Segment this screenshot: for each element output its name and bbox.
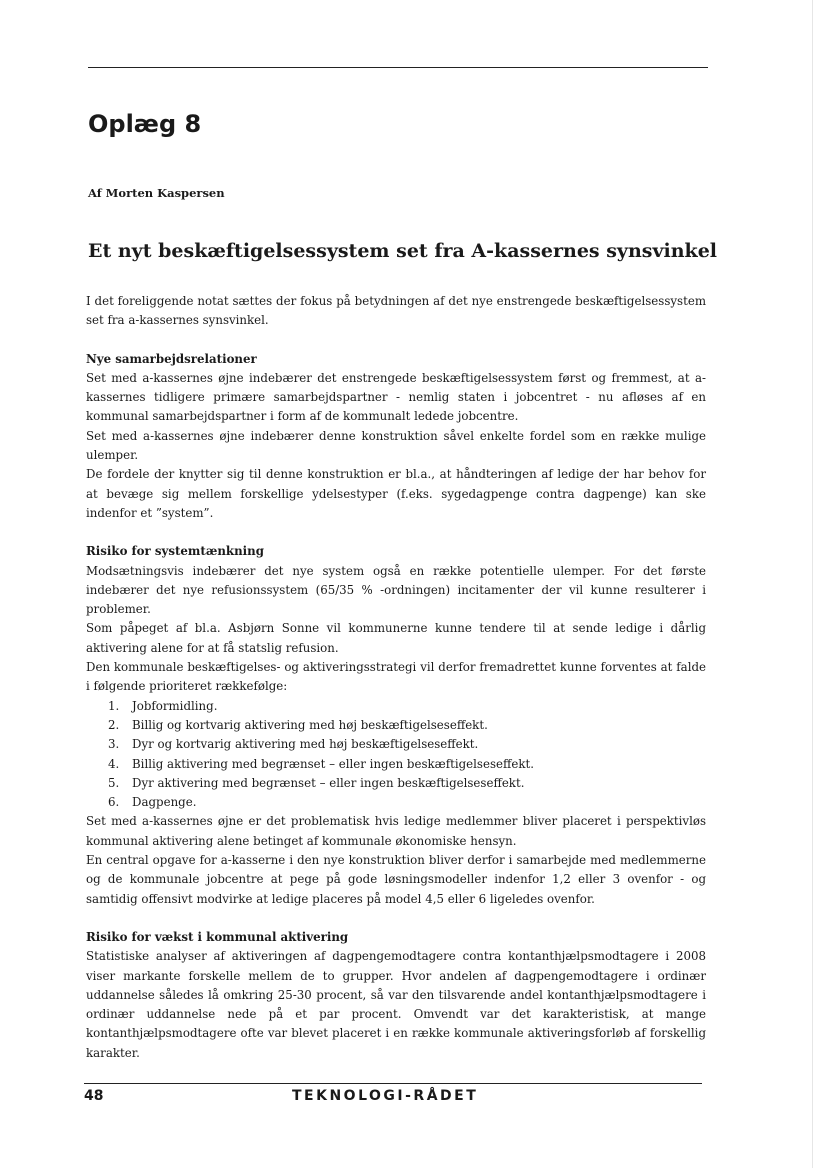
list-item: 6. Dagpenge. [108,795,197,810]
paragraph: Statistiske analyser af aktiveringen af dagpengemodtagere contra kontanthjælpsmodtagere i 2008 viser markante forskelle mellem de to grupper. Hvor andelen af dagpengemodtagere i ordinær uddannelse således lå omkring 25-30 procent, så var den tilsvarende andel kontanthjælpsmodtagere i ordinær uddannelse nede på et par procent. Omvendt var det karakteristisk, at mange kontanthjælpsmodtagere ofte var blevet placeret i en række kommunale aktiveringsforløb af forskellig karakter. [86,949,706,1060]
paragraph: Den kommunale beskæftigelses- og aktiveringsstrategi vil derfor fremadrettet kunne forventes at falde i følgende prioriteret rækkefølge: [86,660,706,694]
subheading-kommunal-aktivering: Risiko for vækst i kommunal aktivering [86,929,349,944]
paragraph: Set med a-kassernes øjne indebærer denne konstruktion såvel enkelte fordel som en række mulige ulemper. [86,428,706,463]
article-title: Et nyt beskæftigelsessystem set fra A-kassernes synsvinkel [88,240,718,262]
section-heading: Oplæg 8 [88,110,202,138]
list-item: 4. Billig aktivering med begrænset – eller ingen beskæftigelseseffekt. [108,756,534,771]
paragraph: De fordele der knytter sig til denne konstruktion er bl.a., at håndteringen af ledige der har behov for at bevæge sig mellem forskellige ydelsestyper (f.eks. sygedagpenge contra dagpenge) kan ske indenfor et ”system”. [86,467,706,520]
article-body [86,292,706,1063]
list-item: 3. Dyr og kortvarig aktivering med høj beskæftigelseseffekt. [108,737,479,752]
paragraph: En central opgave for a-kasserne i den nye konstruktion bliver derfor i samarbejde med medlemmerne og de kommunale jobcentre at pege på gode løsningsmodeller indenfor 1,2 eller 3 ovenfor - og samtidig offensivt modvirke at ledige placeres på model 4,5 eller 6 ligeledes ovenfor. [86,853,706,906]
intro-paragraph: I det foreliggende notat sættes der fokus på betydningen af det nye enstrengede beskæftigelsessystem set fra a-kassernes synsvinkel. [86,294,706,328]
list-item: 1. Jobformidling. [108,698,218,713]
subheading-samarbejdsrelationer: Nye samarbejdsrelationer [86,351,257,366]
subheading-systemtaenkning: Risiko for systemtænkning [86,544,264,559]
paragraph: Set med a-kassernes øjne indebærer det enstrengede beskæftigelsessystem først og fremmest, at a-kassernes tidligere primære samarbejdspartner - nemlig staten i jobcentret - nu afløses af en kommunal samarbejdspartner i form af de kommunalt ledede jobcentre. [86,370,706,424]
paragraph: Modsætningsvis indebærer det nye system også en række potentielle ulemper. For det første indebærer det nye refusionssystem (65/35 % -ordningen) incitamenter der vil kunne resulterer i problemer. [86,563,706,617]
paragraph: Som påpeget af bl.a. Asbjørn Sonne vil kommunerne kunne tendere til at sende ledige i dårlig aktivering alene for at få statslig refusion. [86,621,706,655]
footer-divider [84,1083,702,1084]
paragraph: Set med a-kassernes øjne er det problematisk hvis ledige medlemmer bliver placeret i perspektivløs kommunal aktivering alene betinget af kommunale økonomiske hensyn. [86,814,706,848]
scan-edge-line [812,0,813,1168]
priority-list [86,697,706,813]
list-item: 5. Dyr aktivering med begrænset – eller ingen beskæftigelseseffekt. [108,775,525,790]
top-divider [88,67,708,68]
list-item: 2. Billig og kortvarig aktivering med høj beskæftigelseseffekt. [108,717,488,732]
publisher-logo: TEKNOLOGI-RÅDET [292,1088,479,1104]
author-line: Af Morten Kaspersen [88,186,225,200]
page-number: 48 [84,1088,104,1104]
